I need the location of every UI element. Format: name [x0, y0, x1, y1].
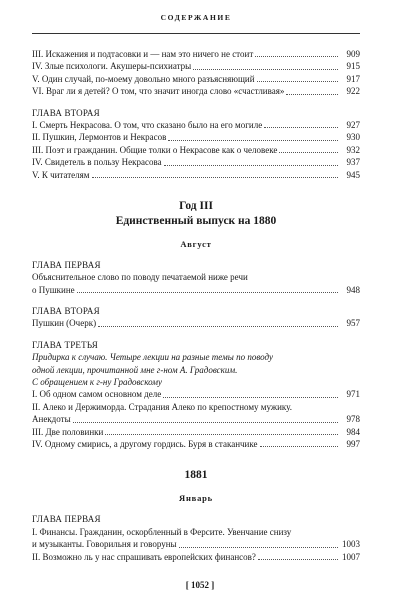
- leader-dots: [258, 558, 338, 560]
- toc-entry[interactable]: [32, 438, 360, 450]
- entry-page: 930: [346, 132, 360, 143]
- entry-page: 1003: [342, 539, 360, 550]
- entry-page: 937: [346, 157, 360, 168]
- entry-page: 984: [346, 426, 360, 437]
- entry-title: IV. Одному смирись, а другому гордись. Буря в стаканчике: [32, 438, 258, 449]
- entry-page: 1007: [342, 551, 360, 562]
- toc-entry[interactable]: [32, 169, 360, 181]
- toc-entry[interactable]: [32, 85, 360, 97]
- entry-title: V. Один случай, по-моему довольно много разъясняющий: [32, 73, 255, 84]
- entry-page: 915: [346, 61, 360, 72]
- leader-dots: [163, 396, 338, 398]
- leader-dots: [286, 93, 338, 95]
- year-subtitle: Единственный выпуск на 1880: [115, 214, 277, 227]
- toc-entry[interactable]: [32, 131, 360, 143]
- entry-title: II. Возможно ль у нас спрашивать европейских финансов?: [32, 551, 256, 562]
- chapter-epigraph: [32, 351, 360, 388]
- leader-dots: [92, 176, 339, 178]
- entry-title-line: II. Алеко и Держиморда. Страдания Алеко по крепостному мужику.: [32, 401, 293, 412]
- leader-dots: [279, 151, 338, 153]
- entry-page: 927: [346, 119, 360, 130]
- entry-title-line: Объяснительное слово по поводу печатаемой ниже речи: [32, 272, 248, 283]
- entry-title-line: I. Финансы. Гражданин, оскорбленный в Ферсите. Увенчание снизу: [32, 526, 292, 537]
- toc-entry[interactable]: [32, 73, 360, 85]
- epigraph-line: одной лекции, прочитанной мне г-ном А. Градовским.: [32, 364, 238, 375]
- chapter-title: ГЛАВА ПЕРВАЯ: [32, 514, 101, 525]
- entry-title: V. К читателям: [32, 169, 90, 180]
- toc-entry[interactable]: [32, 144, 360, 156]
- entry-page: 978: [346, 414, 360, 425]
- chapter-title: ГЛАВА ВТОРАЯ: [32, 107, 100, 118]
- toc-entry[interactable]: [32, 317, 360, 329]
- entry-page: 932: [346, 144, 360, 155]
- toc-entry[interactable]: [32, 526, 360, 551]
- leader-dots: [98, 325, 338, 327]
- leader-dots: [164, 164, 338, 166]
- entry-title: I. Смерть Некрасова. О том, что сказано было на его могиле: [32, 119, 263, 130]
- month-heading: Январь: [179, 493, 213, 504]
- chapter-title: ГЛАВА ПЕРВАЯ: [32, 259, 101, 270]
- month-heading: Август: [180, 238, 212, 249]
- entry-page: 948: [346, 284, 360, 295]
- entry-title: III. Поэт и гражданин. Общие толки о Некрасове как о человеке: [32, 144, 278, 155]
- epigraph-line: С обращением к г-ну Градовскому: [32, 377, 163, 388]
- entry-title: II. Пушкин, Лермонтов и Некрасов: [32, 132, 167, 143]
- running-header: СОДЕРЖАНИЕ: [160, 13, 232, 22]
- toc-entry[interactable]: [32, 119, 360, 131]
- entry-title: VI. Враг ли я детей? О том, что значит иногда слово «счастливая»: [32, 86, 285, 97]
- leader-dots: [257, 80, 338, 82]
- toc-entry[interactable]: [32, 48, 360, 60]
- entry-page: 957: [346, 318, 360, 329]
- leader-dots: [260, 445, 339, 447]
- chapter-title: ГЛАВА ТРЕТЬЯ: [32, 339, 98, 350]
- entry-title: I. Об одном самом основном деле: [32, 389, 162, 400]
- toc-entry[interactable]: [32, 426, 360, 438]
- entry-page: 909: [346, 48, 360, 59]
- year-title: Год III: [179, 199, 213, 212]
- entry-title-line: и музыканты. Говорильня и говоруны: [32, 539, 177, 550]
- toc-entry[interactable]: [32, 401, 360, 426]
- leader-dots: [168, 139, 338, 141]
- entry-title: III. Искажения и подтасовки и — нам это ничего не стоит: [32, 48, 254, 59]
- page-number: [ 1052 ]: [185, 580, 215, 590]
- leader-dots: [255, 55, 338, 57]
- epigraph-line: Придирка к случаю. Четыре лекции на разные темы по поводу: [32, 352, 273, 363]
- entry-page: 997: [346, 438, 360, 449]
- toc-entry[interactable]: [32, 60, 360, 72]
- entry-page: 917: [346, 73, 360, 84]
- entry-title: IV. Свидетель в пользу Некрасова: [32, 157, 162, 168]
- entry-page: 971: [346, 389, 360, 400]
- entry-title-line: о Пушкине: [32, 284, 75, 295]
- leader-dots: [264, 126, 338, 128]
- toc-entry[interactable]: [32, 388, 360, 400]
- top-entries: [32, 48, 360, 98]
- toc-entry[interactable]: [32, 551, 360, 563]
- entry-page: 922: [346, 86, 360, 97]
- entry-page: 945: [346, 169, 360, 180]
- leader-dots: [73, 421, 338, 423]
- chapter-title: ГЛАВА ВТОРАЯ: [32, 306, 100, 317]
- leader-dots: [105, 433, 338, 435]
- toc-entry[interactable]: [32, 271, 360, 296]
- entry-title: III. Две половинки: [32, 426, 104, 437]
- year-title: 1881: [184, 469, 208, 482]
- leader-dots: [77, 291, 338, 293]
- entry-title: IV. Злые психологи. Акушеры-психиатры: [32, 61, 192, 72]
- leader-dots: [179, 546, 338, 548]
- entry-title-line: Анекдоты: [32, 414, 71, 425]
- leader-dots: [193, 68, 338, 70]
- entry-title: Пушкин (Очерк): [32, 318, 97, 329]
- toc-entry[interactable]: [32, 156, 360, 168]
